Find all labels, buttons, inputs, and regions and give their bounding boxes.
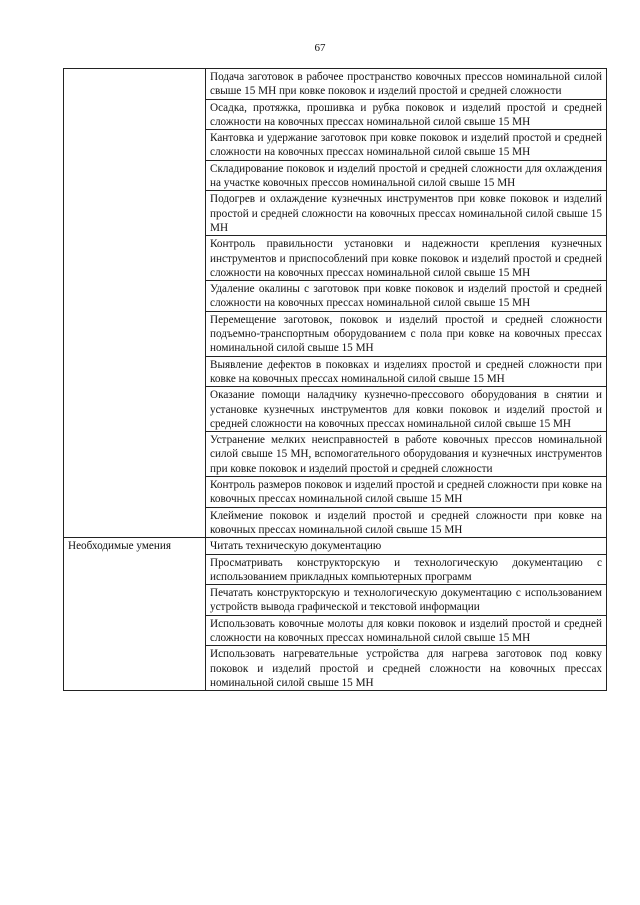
list-item: Контроль правильности установки и надежности крепления кузнечных инструментов и приспособлений при ковке поковок и изделий простой и средней сложности на ковочных прессах номинальной силой свыше 15 МН (206, 236, 607, 281)
list-item: Устранение мелких неисправностей в работе ковочных прессов номинальной силой свыше 15 МН, вспомогательного оборудования и кузнечных инструментов при ковке поковок и изделий простой и средней сложности (206, 432, 607, 477)
list-item: Контроль размеров поковок и изделий простой и средней сложности при ковке на ковочных прессах номинальной силой свыше 15 МН (206, 477, 607, 508)
table-row (64, 538, 607, 554)
section-label (64, 69, 206, 538)
list-item: Осадка, протяжка, прошивка и рубка поковок и изделий простой и средней сложности на ковочных прессах номинальной силой свыше 15 МН (206, 99, 607, 130)
list-item: Читать техническую документацию (206, 538, 607, 554)
list-item: Подогрев и охлаждение кузнечных инструментов при ковке поковок и изделий простой и средней сложности на ковочных прессах номинальной силой свыше 15 МН (206, 191, 607, 236)
list-item: Подача заготовок в рабочее пространство ковочных прессов номинальной силой свыше 15 МН при ковке поковок и изделий простой и средней сложности (206, 69, 607, 100)
list-item: Перемещение заготовок, поковок и изделий простой и средней сложности подъемно-транспортным оборудованием с пола при ковке на ковочных прессах номинальной силой свыше 15 МН (206, 311, 607, 356)
list-item: Просматривать конструкторскую и технологическую документацию с использованием прикладных компьютерных программ (206, 554, 607, 585)
requirements-table (63, 68, 607, 691)
list-item: Кантовка и удержание заготовок при ковке поковок и изделий простой и средней сложности на ковочных прессах номинальной силой свыше 15 МН (206, 130, 607, 161)
page-number: 67 (314, 42, 326, 54)
table-row (64, 69, 607, 100)
list-item: Удаление окалины с заготовок при ковке поковок и изделий простой и средней сложности на ковочных прессах номинальной силой свыше 15 МН (206, 281, 607, 312)
list-item: Складирование поковок и изделий простой и средней сложности для охлаждения на участке ковочных прессов номинальной силой свыше 15 МН (206, 160, 607, 191)
list-item: Клеймение поковок и изделий простой и средней сложности при ковке на ковочных прессах номинальной силой свыше 15 МН (206, 507, 607, 538)
list-item: Оказание помощи наладчику кузнечно-прессового оборудования в снятии и установке кузнечных инструментов для ковки поковок и изделий простой и средней сложности на ковочных прессах номинальной силой свыше 15 МН (206, 387, 607, 432)
list-item: Печатать конструкторскую и технологическую документацию с использованием устройств вывода графической и текстовой информации (206, 585, 607, 616)
section-label: Необходимые умения (64, 538, 206, 691)
list-item: Использовать ковочные молоты для ковки поковок и изделий простой и средней сложности на ковочных прессах номинальной силой свыше 15 МН (206, 615, 607, 646)
list-item: Использовать нагревательные устройства для нагрева заготовок под ковку поковок и изделий простой и средней сложности на ковочных прессах номинальной силой свыше 15 МН (206, 646, 607, 691)
list-item: Выявление дефектов в поковках и изделиях простой и средней сложности при ковке на ковочных прессах номинальной силой свыше 15 МН (206, 356, 607, 387)
